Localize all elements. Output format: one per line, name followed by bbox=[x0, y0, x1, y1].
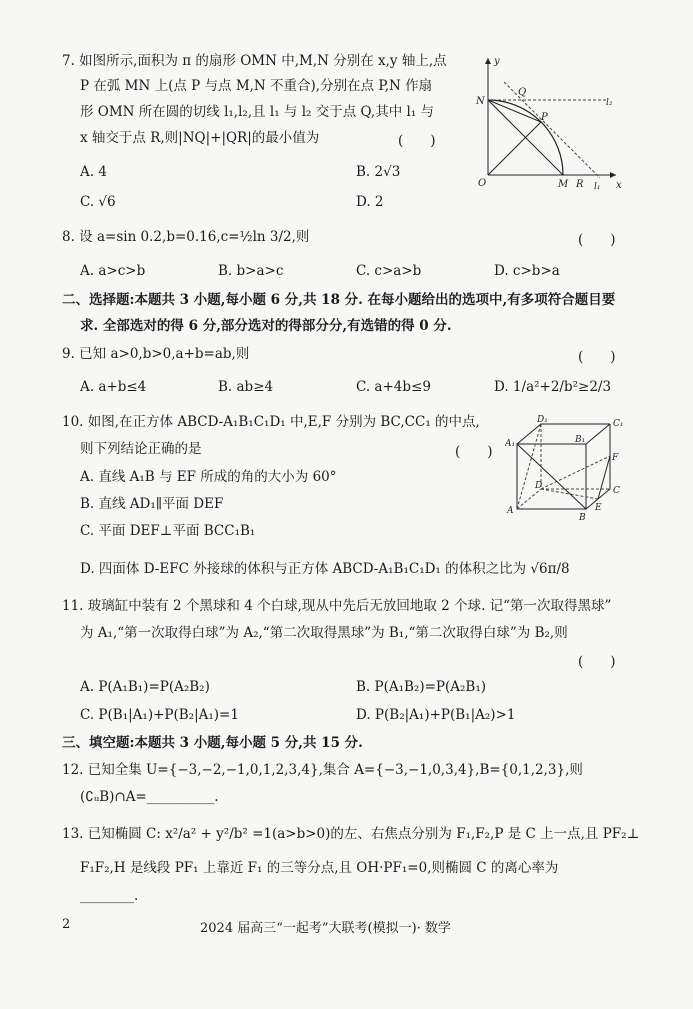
q10-answer-paren: ( ) bbox=[455, 444, 493, 460]
q10-fig-label-b1: B₁ bbox=[575, 435, 586, 445]
q10-option-d: D. 四面体 D-EFC 外接球的体积与正方体 ABCD-A₁B₁C₁D₁ 的体积之比为 √6π/8 bbox=[80, 561, 570, 577]
q7-sector-figure bbox=[466, 50, 626, 190]
q10-option-c: C. 平面 DEF⊥平面 BCC₁B₁ bbox=[80, 523, 256, 539]
q10-fig-label-b: B bbox=[579, 513, 586, 523]
q9-option-a: A. a+b≤4 bbox=[80, 379, 147, 395]
q7-fig-label-q: Q bbox=[518, 87, 527, 98]
q9-stem: 9. 已知 a>0,b>0,a+b=ab,则 bbox=[62, 346, 250, 362]
q7-fig-label-x: x bbox=[616, 180, 622, 190]
q9-answer-paren: ( ) bbox=[578, 349, 616, 365]
q7-option-c: C. √6 bbox=[80, 194, 116, 210]
q11-answer-paren: ( ) bbox=[578, 654, 616, 670]
q11-option-a: A. P(A₁B₁)=P(A₂B₂) bbox=[80, 679, 210, 695]
q7-fig-label-y: y bbox=[494, 56, 500, 67]
q7-fig-label-m: M bbox=[558, 179, 569, 190]
q10-fig-label-a: A bbox=[507, 506, 514, 516]
q8-answer-paren: ( ) bbox=[578, 232, 616, 248]
q8-stem: 8. 设 a=sin 0.2,b=0.16,c=½ln 3/2,则 bbox=[62, 229, 310, 245]
q8-option-b: B. b>a>c bbox=[218, 263, 284, 279]
q10-fig-label-f: F bbox=[612, 453, 619, 463]
q10-fig-label-e: E bbox=[595, 503, 602, 513]
q8-option-d: D. c>b>a bbox=[494, 263, 560, 279]
section2-line-2: 求. 全部选对的得 6 分,部分选对的得部分分,有选错的得 0 分. bbox=[80, 318, 452, 334]
q7-fig-label-r: R bbox=[576, 179, 584, 190]
q7-line-1: 7. 如图所示,面积为 π 的扇形 OMN 中,M,N 分别在 x,y 轴上,点 bbox=[62, 53, 447, 69]
q10-option-a: A. 直线 A₁B 与 EF 所成的角的大小为 60° bbox=[80, 469, 337, 485]
q12-line-1: 12. 已知全集 U={−3,−2,−1,0,1,2,3,4},集合 A={−3,−1,0,3,4},B={0,1,2,3},则 bbox=[62, 762, 583, 778]
q7-option-d: D. 2 bbox=[356, 194, 384, 210]
q13-line-1: 13. 已知椭圆 C: x²/a² + y²/b² =1(a>b>0)的左、右焦点分别为 F₁,F₂,P 是 C 上一点,且 PF₂⊥ bbox=[62, 826, 640, 842]
q9-option-b: B. ab≥4 bbox=[218, 379, 274, 395]
page-number: 2 bbox=[62, 917, 71, 932]
q10-fig-label-c1: C₁ bbox=[613, 419, 624, 429]
q10-line-2: 则下列结论正确的是 bbox=[80, 441, 202, 457]
q10-fig-label-d1: D₁ bbox=[537, 415, 548, 425]
q10-fig-label-a1: A₁ bbox=[505, 439, 516, 449]
q8-option-a: A. a>c>b bbox=[80, 263, 146, 279]
q10-fig-label-c: C bbox=[613, 486, 620, 496]
q7-answer-paren: ( ) bbox=[398, 133, 436, 149]
q10-fig-label-d: D bbox=[535, 481, 543, 491]
q7-fig-label-l2: l₂ bbox=[606, 98, 613, 108]
q12-line-2: (∁ᵤB)∩A=__________. bbox=[80, 789, 219, 805]
q9-option-d: D. 1/a²+2/b²≥2/3 bbox=[494, 379, 612, 395]
q7-fig-label-l1: l₁ bbox=[594, 182, 601, 190]
q11-line-2: 为 A₁,“第一次取得白球”为 A₂,“第二次取得黑球”为 B₁,“第二次取得白球”为 B₂,则 bbox=[80, 625, 568, 641]
q7-fig-label-n: N bbox=[476, 96, 485, 107]
q10-option-b: B. 直线 AD₁∥平面 DEF bbox=[80, 496, 224, 512]
footer-title: 2024 届高三“一起考”大联考(模拟一)· 数学 bbox=[200, 921, 451, 936]
q7-fig-label-o: O bbox=[478, 178, 487, 189]
q8-option-c: C. c>a>b bbox=[356, 263, 422, 279]
q11-option-d: D. P(B₂|A₁)+P(B₁|A₂)>1 bbox=[356, 707, 516, 723]
q10-cube-figure bbox=[505, 414, 630, 524]
q11-option-c: C. P(B₁|A₁)+P(B₂|A₁)=1 bbox=[80, 707, 239, 723]
section2-line-1: 二、选择题:本题共 3 小题,每小题 6 分,共 18 分. 在每小题给出的选项中,有多项符合题目要 bbox=[62, 292, 616, 308]
q7-fig-label-p: P bbox=[541, 112, 548, 123]
q7-line-4: x 轴交于点 R,则|NQ|+|QR|的最小值为 bbox=[80, 130, 320, 146]
q9-option-c: C. a+4b≤9 bbox=[356, 379, 431, 395]
q7-option-a: A. 4 bbox=[80, 164, 107, 180]
q10-line-1: 10. 如图,在正方体 ABCD-A₁B₁C₁D₁ 中,E,F 分别为 BC,CC₁ 的中点, bbox=[62, 414, 480, 430]
q11-option-b: B. P(A₁B₂)=P(A₂B₁) bbox=[356, 679, 487, 695]
q7-option-b: B. 2√3 bbox=[356, 164, 401, 180]
q7-line-3: 形 OMN 所在圆的切线 l₁,l₂,且 l₁ 与 l₂ 交于点 Q,其中 l₁ 与 bbox=[80, 104, 435, 120]
q13-line-3: ________. bbox=[80, 888, 139, 904]
q13-line-2: F₁F₂,H 是线段 PF₁ 上靠近 F₁ 的三等分点,且 OH·PF₁=0,则椭圆 C 的离心率为 bbox=[80, 860, 559, 876]
q11-line-1: 11. 玻璃缸中装有 2 个黑球和 4 个白球,现从中先后无放回地取 2 个球. 记“第一次取得黑球” bbox=[62, 598, 612, 614]
section3-line: 三、填空题:本题共 3 小题,每小题 5 分,共 15 分. bbox=[62, 735, 363, 751]
q7-line-2: P 在弧 MN 上(点 P 与点 M,N 不重合),分别在点 P,N 作扇 bbox=[80, 78, 433, 94]
